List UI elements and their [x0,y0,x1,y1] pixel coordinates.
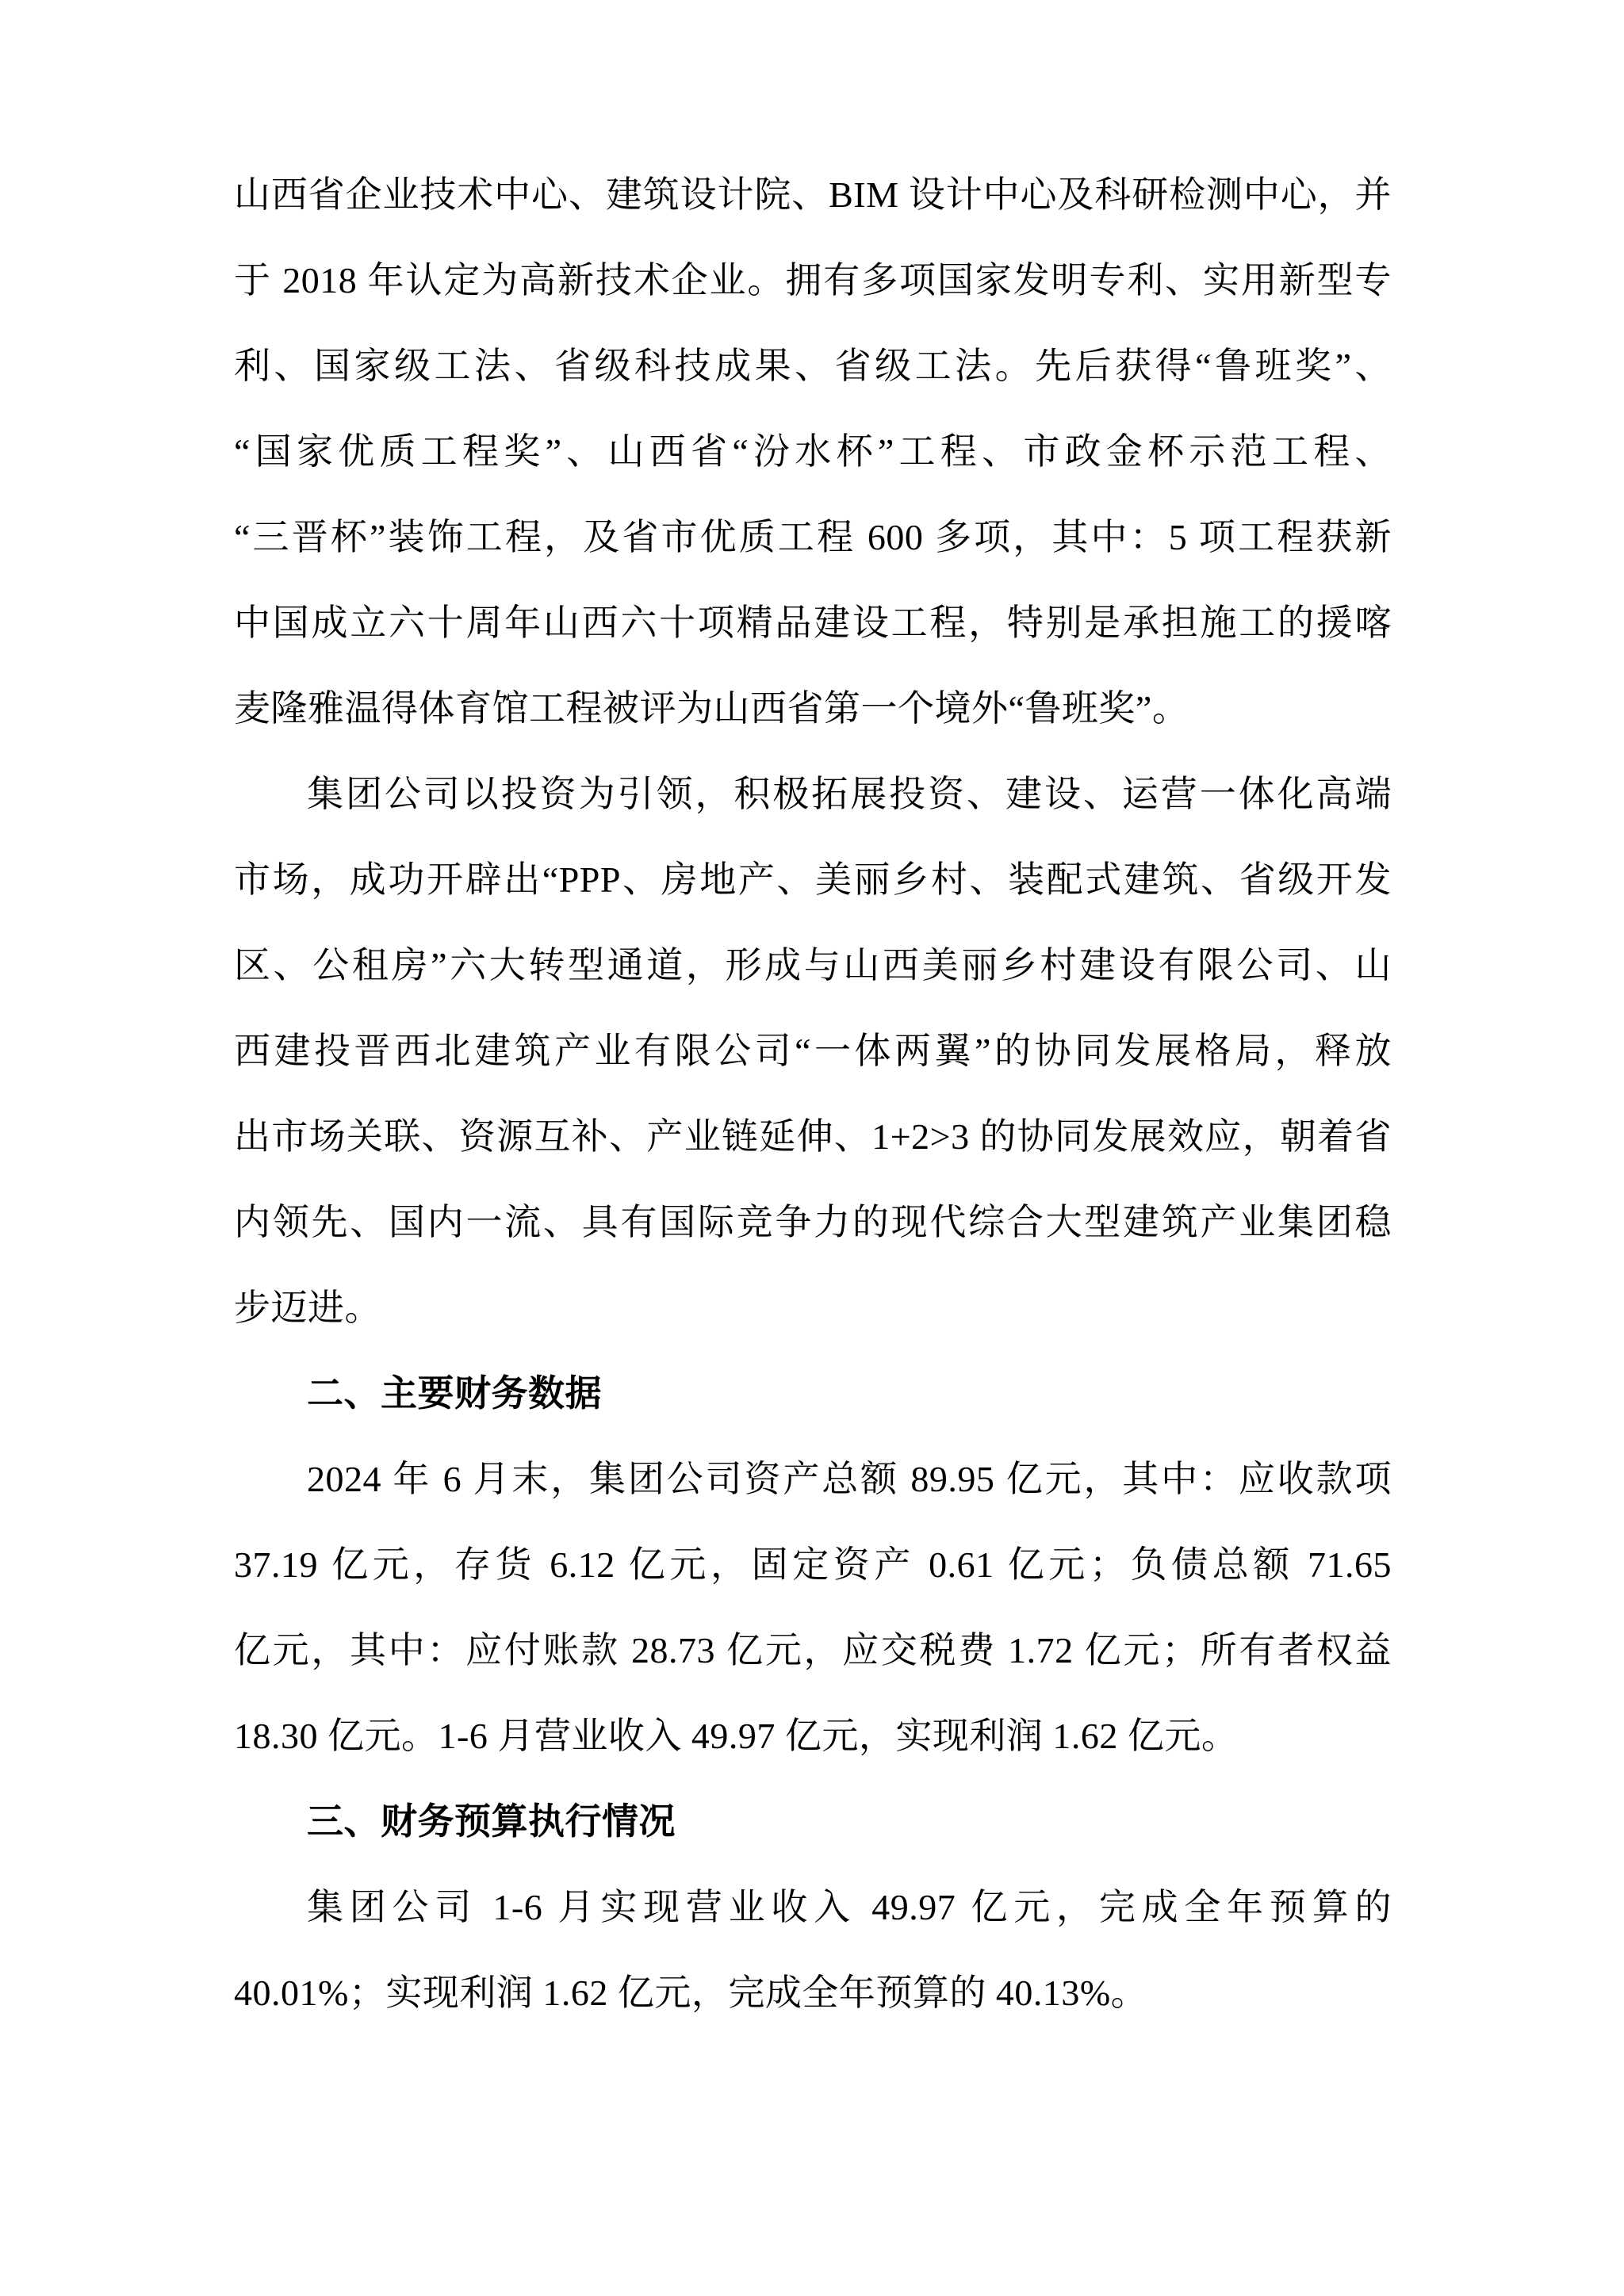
paragraph-line: 内领先、国内一流、具有国际竞争力的现代综合大型建筑产业集团稳 [234,1202,1392,1242]
paragraph-line: 利、国家级工法、省级科技成果、省级工法。先后获得“鲁班奖”、 [234,346,1392,386]
paragraph-line: 40.01%；实现利润 1.62 亿元，完成全年预算的 40.13%。 [234,1973,1148,2013]
paragraph-line: 区、公租房”六大转型通道，形成与山西美丽乡村建设有限公司、山 [234,945,1392,985]
paragraph-line: “国家优质工程奖”、山西省“汾水杯”工程、市政金杯示范工程、 [234,431,1392,472]
paragraph-line: 市场，成功开辟出“PPP、房地产、美丽乡村、装配式建筑、省级开发 [234,859,1392,900]
paragraph-line: 亿元，其中：应付账款 28.73 亿元，应交税费 1.72 亿元；所有者权益 [234,1630,1392,1670]
paragraph-line: 集团公司以投资为引领，积极拓展投资、建设、运营一体化高端 [307,774,1392,814]
paragraph-line: 中国成立六十周年山西六十项精品建设工程，特别是承担施工的援喀 [234,603,1392,643]
section-heading-financial-data: 二、主要财务数据 [307,1373,602,1414]
paragraph-line: 37.19 亿元，存货 6.12 亿元，固定资产 0.61 亿元；负债总额 71.65 [234,1544,1392,1585]
paragraph-line: 出市场关联、资源互补、产业链延伸、1+2>3 的协同发展效应，朝着省 [234,1116,1392,1157]
paragraph-line: 步迈进。 [234,1288,381,1328]
document-body [234,152,1392,2036]
paragraph-line: 18.30 亿元。1-6 月营业收入 49.97 亿元，实现利润 1.62 亿元。 [234,1716,1239,1756]
paragraph-line: 西建投晋西北建筑产业有限公司“一体两翼”的协同发展格局，释放 [234,1031,1392,1071]
paragraph-line: 麦隆雅温得体育馆工程被评为山西省第一个境外“鲁班奖”。 [234,688,1189,729]
paragraph-line: 集团公司 1-6 月实现营业收入 49.97 亿元，完成全年预算的 [307,1887,1392,1927]
paragraph-line: 山西省企业技术中心、建筑设计院、BIM 设计中心及科研检测中心，并 [234,174,1392,215]
paragraph-line: “三晋杯”装饰工程，及省市优质工程 600 多项，其中：5 项工程获新 [234,517,1392,557]
paragraph-line: 于 2018 年认定为高新技术企业。拥有多项国家发明专利、实用新型专 [234,260,1392,300]
section-heading-budget-execution: 三、财务预算执行情况 [307,1801,676,1842]
paragraph-line: 2024 年 6 月末，集团公司资产总额 89.95 亿元，其中：应收款项 [307,1459,1392,1499]
